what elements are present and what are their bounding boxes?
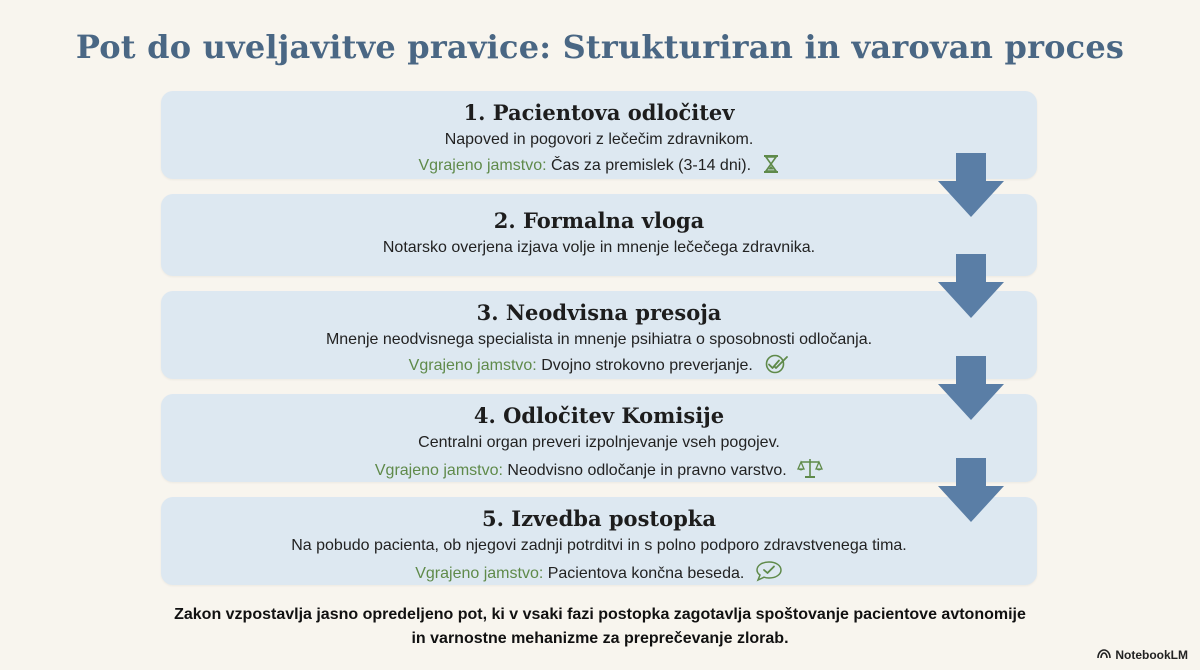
step-1-title: 1. Pacientova odločitev <box>463 100 735 125</box>
guarantee-label: Vgrajeno jamstvo: <box>408 357 537 374</box>
step-2-title: 2. Formalna vloga <box>493 208 705 233</box>
flow-arrow-1 <box>938 153 1004 217</box>
guarantee-label: Vgrajeno jamstvo: <box>374 462 503 479</box>
step-3-description: Mnenje neodvisnega specialista in mnenje psihiatra o sposobnosti odločanja. <box>325 331 873 348</box>
guarantee-text: Pacientova končna beseda. <box>547 565 745 582</box>
step-4-title: 4. Odločitev Komisije <box>473 403 725 428</box>
page-title: Pot do uveljavitve pravice: Strukturiran in varovan proces <box>75 28 1125 66</box>
double-check-icon <box>763 354 789 381</box>
step-3-card <box>161 291 1037 379</box>
step-2-card <box>161 194 1037 276</box>
step-5-card <box>161 497 1037 585</box>
guarantee-text: Dvojno strokovno preverjanje. <box>541 357 753 374</box>
step-4-card <box>161 394 1037 482</box>
brand-name: NotebookLM <box>1115 648 1188 662</box>
brand-watermark <box>1097 648 1188 662</box>
guarantee-text: Čas za premislek (3-14 dni). <box>550 157 752 174</box>
step-5-description: Na pobudo pacienta, ob njegovi zadnji potrditvi in s polno podporo zdravstvenega tima. <box>291 537 907 554</box>
step-1-card <box>161 91 1037 179</box>
step-4-guarantee <box>161 457 1037 486</box>
guarantee-text: Neodvisno odločanje in pravno varstvo. <box>507 462 787 479</box>
guarantee-label: Vgrajeno jamstvo: <box>418 157 547 174</box>
step-3-guarantee <box>161 354 1037 381</box>
flow-arrow-4 <box>938 458 1004 522</box>
step-5-title: 5. Izvedba postopka <box>482 506 716 531</box>
step-5-guarantee <box>161 560 1037 589</box>
guarantee-label: Vgrajeno jamstvo: <box>415 565 544 582</box>
step-1-description: Napoved in pogovori z lečečim zdravnikom. <box>444 131 754 148</box>
footer-line-1: Zakon vzpostavlja jasno opredeljeno pot, ki v vsaki fazi postopka zagotavlja spoštovanje pacientove avtonomije <box>174 606 1026 623</box>
flow-arrow-3 <box>938 356 1004 420</box>
step-4-description: Centralni organ preveri izpolnjevanje vseh pogojev. <box>418 434 780 451</box>
footer-summary <box>0 603 1200 651</box>
step-3-title: 3. Neodvisna presoja <box>476 300 722 325</box>
footer-line-2: in varnostne mehanizme za preprečevanje zlorab. <box>411 630 789 647</box>
hourglass-icon <box>762 154 780 181</box>
speech-check-icon <box>755 560 783 589</box>
step-1-guarantee <box>161 154 1037 181</box>
notebooklm-logo-icon <box>1097 648 1111 662</box>
step-2-description: Notarsko overjena izjava volje in mnenje lečečega zdravnika. <box>382 239 816 256</box>
scales-icon <box>797 457 823 486</box>
flow-arrow-2 <box>938 254 1004 318</box>
